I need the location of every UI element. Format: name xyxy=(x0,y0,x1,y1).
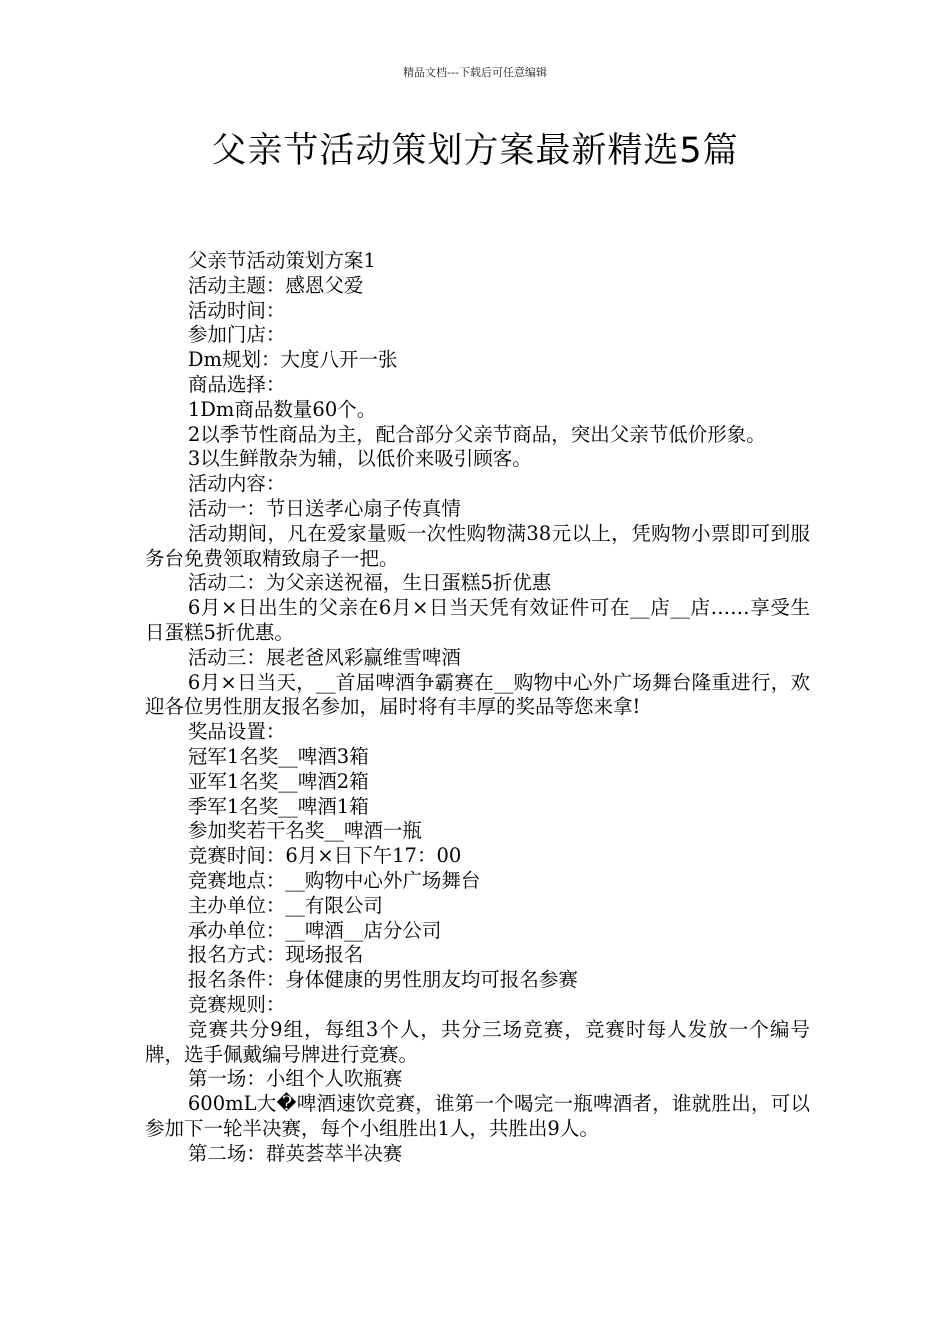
paragraph: 6月×日当天，__首届啤酒争霸赛在__购物中心外广场舞台隆重进行，欢迎各位男性朋友报名参加，届时将有丰厚的奖品等您来拿! xyxy=(145,670,810,719)
paragraph: 活动内容： xyxy=(187,472,286,496)
paragraph: 活动期间，凡在爱家量贩一次性购物满38元以上，凭购物小票即可到服务台免费领取精致扇子一把。 xyxy=(145,521,810,570)
paragraph: 商品选择： xyxy=(187,372,286,396)
paragraph: 第二场：群英荟萃半决赛 xyxy=(187,1141,403,1165)
document-body xyxy=(145,249,810,1166)
paragraph: 父亲节活动策划方案1 xyxy=(187,249,376,272)
paragraph: 亚军1名奖__啤酒2箱 xyxy=(187,769,369,793)
paragraph: 活动一：节日送孝心扇子传真情 xyxy=(187,496,461,520)
paragraph: 第一场：小组个人吹瓶赛 xyxy=(187,1067,403,1091)
paragraph: 承办单位：__啤酒__店分公司 xyxy=(187,918,442,942)
paragraph: 竞赛时间：6月×日下午17：00 xyxy=(187,844,462,868)
paragraph: 活动二：为父亲送祝福，生日蛋糕5折优惠 xyxy=(187,571,552,595)
paragraph: 参加奖若干名奖__啤酒一瓶 xyxy=(187,819,422,843)
paragraph: 报名方式：现场报名 xyxy=(187,943,364,967)
paragraph: 1Dm商品数量60个。 xyxy=(187,397,377,421)
paragraph: 活动主题：感恩父爱 xyxy=(187,273,364,297)
paragraph: 季军1名奖__啤酒1箱 xyxy=(187,794,369,818)
paragraph: 主办单位：__有限公司 xyxy=(187,893,383,917)
paragraph: 竞赛地点：__购物中心外广场舞台 xyxy=(187,868,481,892)
paragraph: 6月×日出生的父亲在6月×日当天凭有效证件可在__店__店……享受生日蛋糕5折优惠。 xyxy=(145,596,810,644)
page-header: 精品文档---下载后可任意编辑 xyxy=(403,66,547,79)
paragraph: 报名条件：身体健康的男性朋友均可报名参赛 xyxy=(187,968,578,992)
paragraph: 冠军1名奖__啤酒3箱 xyxy=(187,744,369,768)
paragraph: 活动三：展老爸风彩赢维雪啤酒 xyxy=(187,645,461,669)
paragraph: 3以生鲜散杂为辅，以低价来吸引顾客。 xyxy=(187,447,532,471)
paragraph: Dm规划：大度八开一张 xyxy=(187,348,398,372)
paragraph: 竞赛规则： xyxy=(187,992,286,1016)
paragraph: 参加门店： xyxy=(187,323,286,347)
paragraph: 竞赛共分9组，每组3个人，共分三场竞赛，竞赛时每人发放一个编号牌，选手佩戴编号牌进行竞赛。 xyxy=(145,1017,810,1066)
paragraph: 奖品设置： xyxy=(187,720,286,744)
document-title: 父亲节活动策划方案最新精选5篇 xyxy=(211,131,739,171)
paragraph: 600mL大�啤酒速饮竞赛，谁第一个喝完一瓶啤酒者，谁就胜出，可以参加下一轮半决赛，每个小组胜出1人，共胜出9人。 xyxy=(145,1092,810,1140)
paragraph: 2以季节性商品为主，配合部分父亲节商品，突出父亲节低价形象。 xyxy=(187,422,766,446)
paragraph: 活动时间： xyxy=(187,298,286,322)
